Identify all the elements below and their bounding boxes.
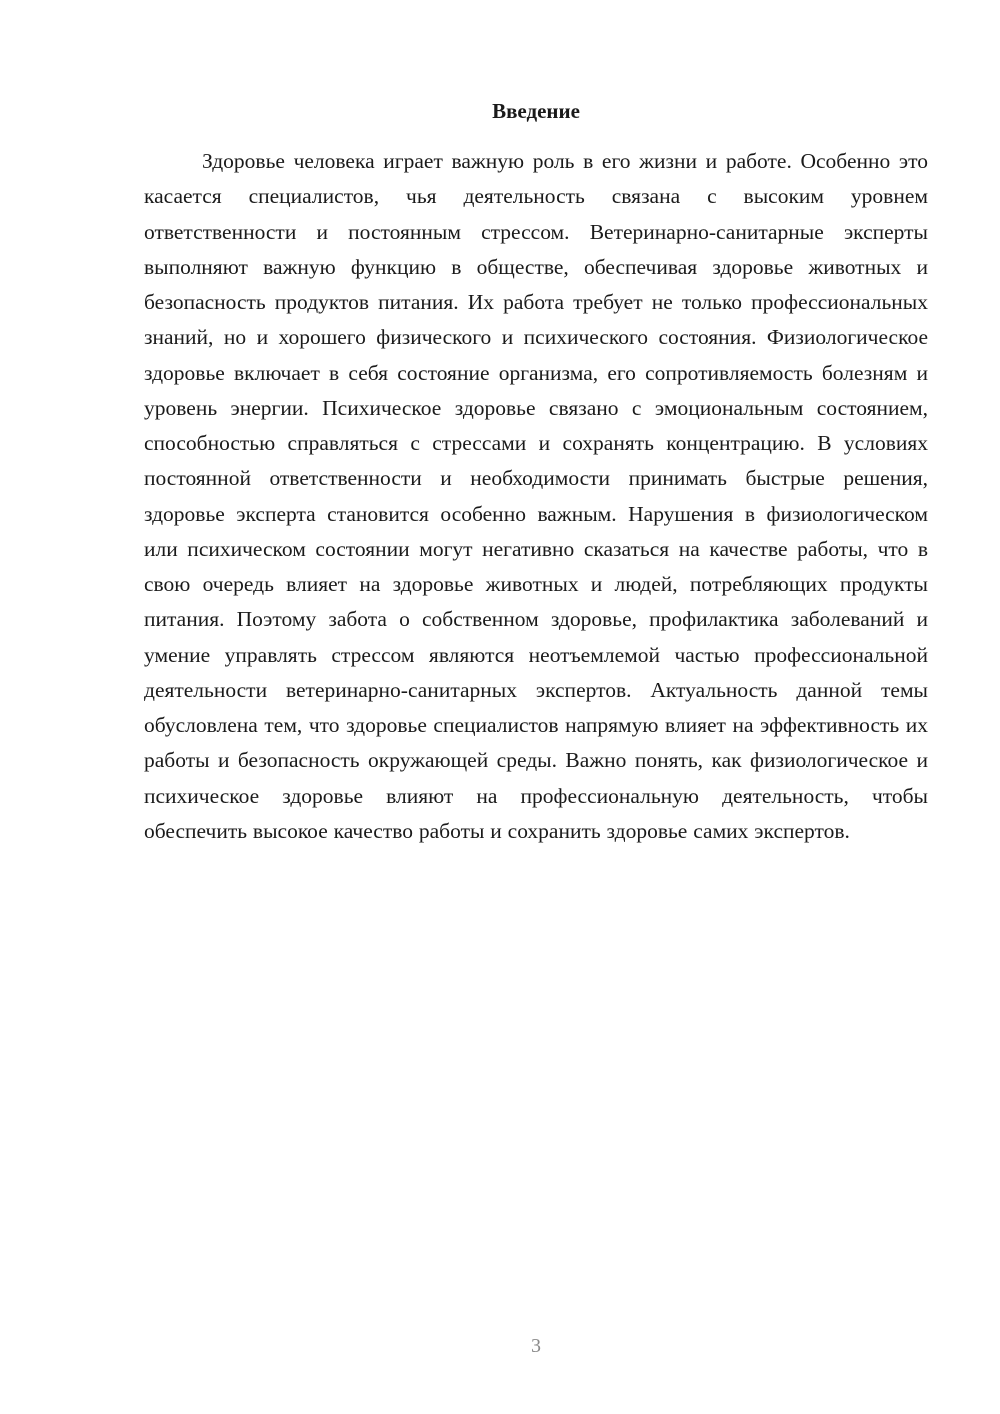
- section-heading: Введение: [492, 99, 580, 123]
- page-number: 3: [531, 1335, 541, 1357]
- intro-paragraph: Здоровье человека играет важную роль в его жизни и работе. Особенно это касается специалистов, чья деятельность связана с высоким уровнем ответственности и постоянным стрессом. Ветеринарно-санитарные эксперты выполняют важную функцию в обществе, обеспечивая здоровье животных и безопасность продуктов питания. Их работа требует не только профессиональных знаний, но и хорошего физического и психического состояния. Физиологическое здоровье включает в себя состояние организма, его сопротивляемость болезням и уровень энергии. Психическое здоровье связано с эмоциональным состоянием, способностью справляться с стрессами и сохранять концентрацию. В условиях постоянной ответственности и необходимости принимать быстрые решения, здоровье эксперта становится особенно важным. Нарушения в физиологическом или психическом состоянии могут негативно сказаться на качестве работы, что в свою очередь влияет на здоровье животных и людей, потребляющих продукты питания. Поэтому забота о собственном здоровье, профилактика заболеваний и умение управлять стрессом являются неотъемлемой частью профессиональной деятельности ветеринарно-санитарных экспертов. Актуальность данной темы обусловлена тем, что здоровье специалистов напрямую влияет на эффективность их работы и безопасность окружающей среды. Важно понять, как физиологическое и психическое здоровье влияют на профессиональную деятельность, чтобы обеспечить высокое качество работы и сохранить здоровье самих экспертов.: [144, 149, 928, 843]
